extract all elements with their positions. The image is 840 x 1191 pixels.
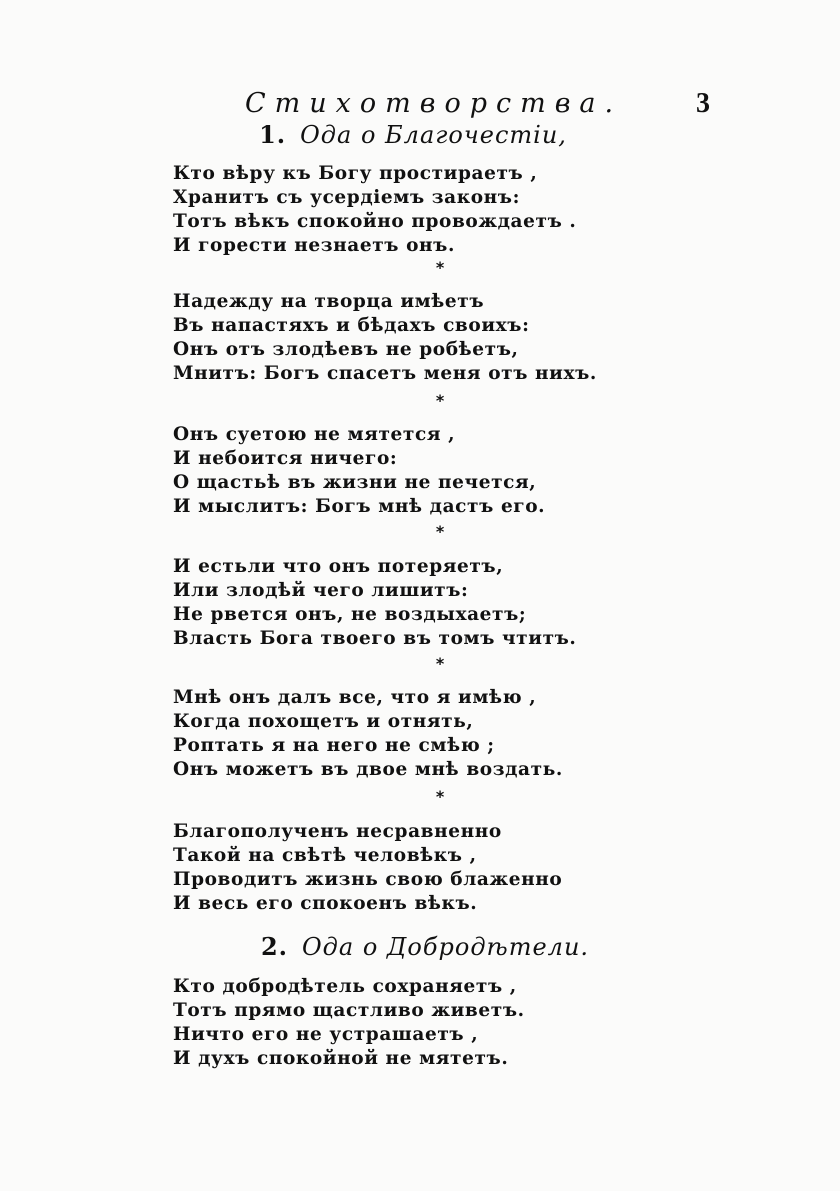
ode-1-stanza-1 — [173, 162, 576, 258]
ode-1-stanza-5 — [173, 686, 563, 782]
verse-line: Ничто его не устрашаетъ , — [173, 1024, 479, 1045]
verse-line: Благополученъ несравненно — [173, 821, 502, 842]
stanza-divider-asterisk: * — [435, 258, 445, 277]
ode-1-stanza-6 — [173, 820, 562, 916]
verse-line: Въ напастяхъ и бѣдахъ своихъ: — [173, 315, 530, 336]
page-number: 3 — [696, 88, 710, 119]
verse-line: И естьли что онъ потеряетъ, — [173, 556, 504, 577]
stanza-divider-asterisk: * — [435, 654, 445, 673]
verse-line: Или злодѣй чего лишитъ: — [173, 580, 469, 601]
stanza-divider-asterisk: * — [435, 787, 445, 806]
verse-line: Надежду на творца имѣетъ — [173, 291, 485, 312]
verse-line: Такой на свѣтѣ человѣкъ , — [173, 845, 477, 866]
verse-line: Власть Бога твоего въ томъ чтитъ. — [173, 628, 577, 649]
ode-2-stanza-1 — [173, 975, 525, 1071]
verse-line: Не рвется онъ, не воздыхаетъ; — [173, 604, 527, 625]
verse-line: Кто добродѣтель сохраняетъ , — [173, 976, 517, 997]
verse-line: Онъ суетою не мятется , — [173, 424, 456, 445]
verse-line: Мнитъ: Богъ спасетъ меня отъ нихъ. — [173, 363, 597, 384]
verse-line: О щастьѣ въ жизни не печется, — [173, 472, 537, 493]
ode-1-stanza-3 — [173, 423, 545, 519]
ode-2-title-text: Ода о Добродѣтели. — [302, 933, 590, 961]
verse-line: И весь его спокоенъ вѣкъ. — [173, 893, 478, 914]
verse-line: И горести незнаетъ онъ. — [173, 235, 456, 256]
ode-1-title — [0, 120, 833, 149]
verse-line: Онъ можетъ въ двое мнѣ воздать. — [173, 759, 563, 780]
stanza-divider-asterisk: * — [435, 522, 445, 541]
verse-line: И мыслитъ: Богъ мнѣ дастъ его. — [173, 496, 546, 517]
ode-1-title-text: Ода о Благочестiи, — [300, 121, 567, 149]
section-title: Стихотворства. — [245, 88, 623, 119]
verse-line: И духъ спокойной не мятетъ. — [173, 1048, 509, 1069]
ode-1-stanza-2 — [173, 290, 597, 386]
verse-line: Мнѣ онъ далъ все, что я имѣю , — [173, 687, 537, 708]
verse-line: Роптать я на него не смѣю ; — [173, 735, 495, 756]
ode-1-number: 1. — [259, 120, 287, 149]
verse-line: И небоится ничего: — [173, 448, 398, 469]
stanza-divider-asterisk: * — [435, 391, 445, 410]
verse-line: Кто вѣру къ Богу простираетъ , — [173, 163, 538, 184]
verse-line: Проводитъ жизнь свою блаженно — [173, 869, 563, 890]
verse-line: Хранитъ съ усердiемъ законъ: — [173, 187, 521, 208]
verse-line: Тотъ вѣкъ спокойно провождаетъ . — [173, 211, 577, 232]
verse-line: Когда похощетъ и отнять, — [173, 711, 474, 732]
ode-2-number: 2. — [260, 932, 288, 961]
verse-line: Тотъ прямо щастливо живетъ. — [173, 1000, 525, 1021]
ode-2-title — [5, 932, 840, 961]
verse-line: Онъ отъ злодѣевъ не робѣетъ, — [173, 339, 519, 360]
ode-1-stanza-4 — [173, 555, 576, 651]
